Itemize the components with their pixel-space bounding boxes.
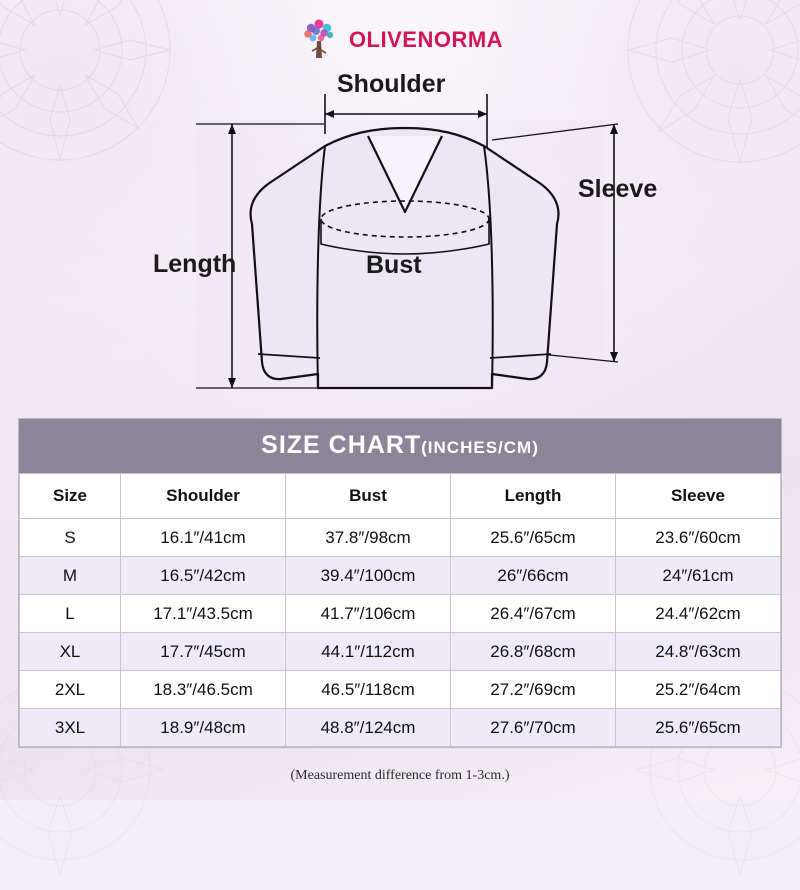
- label-length: Length: [153, 250, 237, 278]
- cell-length: 26″/66cm: [451, 557, 616, 595]
- cell-length: 26.8″/68cm: [451, 633, 616, 671]
- header-bust: Bust: [286, 474, 451, 519]
- cell-sleeve: 23.6″/60cm: [616, 519, 781, 557]
- cell-size: 3XL: [20, 709, 121, 747]
- cell-bust: 46.5″/118cm: [286, 671, 451, 709]
- table-row: [20, 519, 781, 557]
- table-row: [20, 595, 781, 633]
- header-sleeve: Sleeve: [616, 474, 781, 519]
- measurement-note: (Measurement difference from 1-3cm.): [290, 768, 510, 783]
- tree-logo-icon: [297, 17, 341, 63]
- cell-bust: 39.4″/100cm: [286, 557, 451, 595]
- cell-shoulder: 16.1″/41cm: [121, 519, 286, 557]
- cell-length: 27.2″/69cm: [451, 671, 616, 709]
- cell-bust: 37.8″/98cm: [286, 519, 451, 557]
- size-chart-title-main: SIZE CHART: [261, 431, 422, 459]
- table-header-row: [20, 474, 781, 519]
- cell-bust: 41.7″/106cm: [286, 595, 451, 633]
- cell-size: L: [20, 595, 121, 633]
- size-chart-table: [18, 418, 782, 748]
- cell-size: S: [20, 519, 121, 557]
- table-row: [20, 557, 781, 595]
- brand-name: OLIVENORMA: [348, 27, 504, 52]
- header-size: Size: [20, 474, 121, 519]
- cell-size: XL: [20, 633, 121, 671]
- garment-diagram: [0, 62, 800, 414]
- cell-size: 2XL: [20, 671, 121, 709]
- cell-shoulder: 18.9″/48cm: [121, 709, 286, 747]
- cell-length: 26.4″/67cm: [451, 595, 616, 633]
- cell-length: 27.6″/70cm: [451, 709, 616, 747]
- label-sleeve: Sleeve: [578, 175, 658, 203]
- cell-bust: 48.8″/124cm: [286, 709, 451, 747]
- garment-illustration: [0, 62, 800, 414]
- header-length: Length: [451, 474, 616, 519]
- size-chart-title-unit: (INCHES/CM): [421, 438, 539, 457]
- cell-bust: 44.1″/112cm: [286, 633, 451, 671]
- cell-length: 25.6″/65cm: [451, 519, 616, 557]
- table-row: [20, 671, 781, 709]
- cell-size: M: [20, 557, 121, 595]
- cell-sleeve: 24″/61cm: [616, 557, 781, 595]
- cell-shoulder: 17.1″/43.5cm: [121, 595, 286, 633]
- table-row: [20, 633, 781, 671]
- header-shoulder: Shoulder: [121, 474, 286, 519]
- measurements-table: [19, 473, 781, 747]
- cell-shoulder: 18.3″/46.5cm: [121, 671, 286, 709]
- cell-sleeve: 24.8″/63cm: [616, 633, 781, 671]
- size-chart-title: [19, 419, 781, 473]
- cell-shoulder: 17.7″/45cm: [121, 633, 286, 671]
- cell-sleeve: 24.4″/62cm: [616, 595, 781, 633]
- brand-header: [0, 14, 800, 66]
- cell-shoulder: 16.5″/42cm: [121, 557, 286, 595]
- label-bust: Bust: [366, 251, 422, 279]
- label-shoulder: Shoulder: [337, 70, 446, 98]
- table-row: [20, 709, 781, 747]
- cell-sleeve: 25.6″/65cm: [616, 709, 781, 747]
- cell-sleeve: 25.2″/64cm: [616, 671, 781, 709]
